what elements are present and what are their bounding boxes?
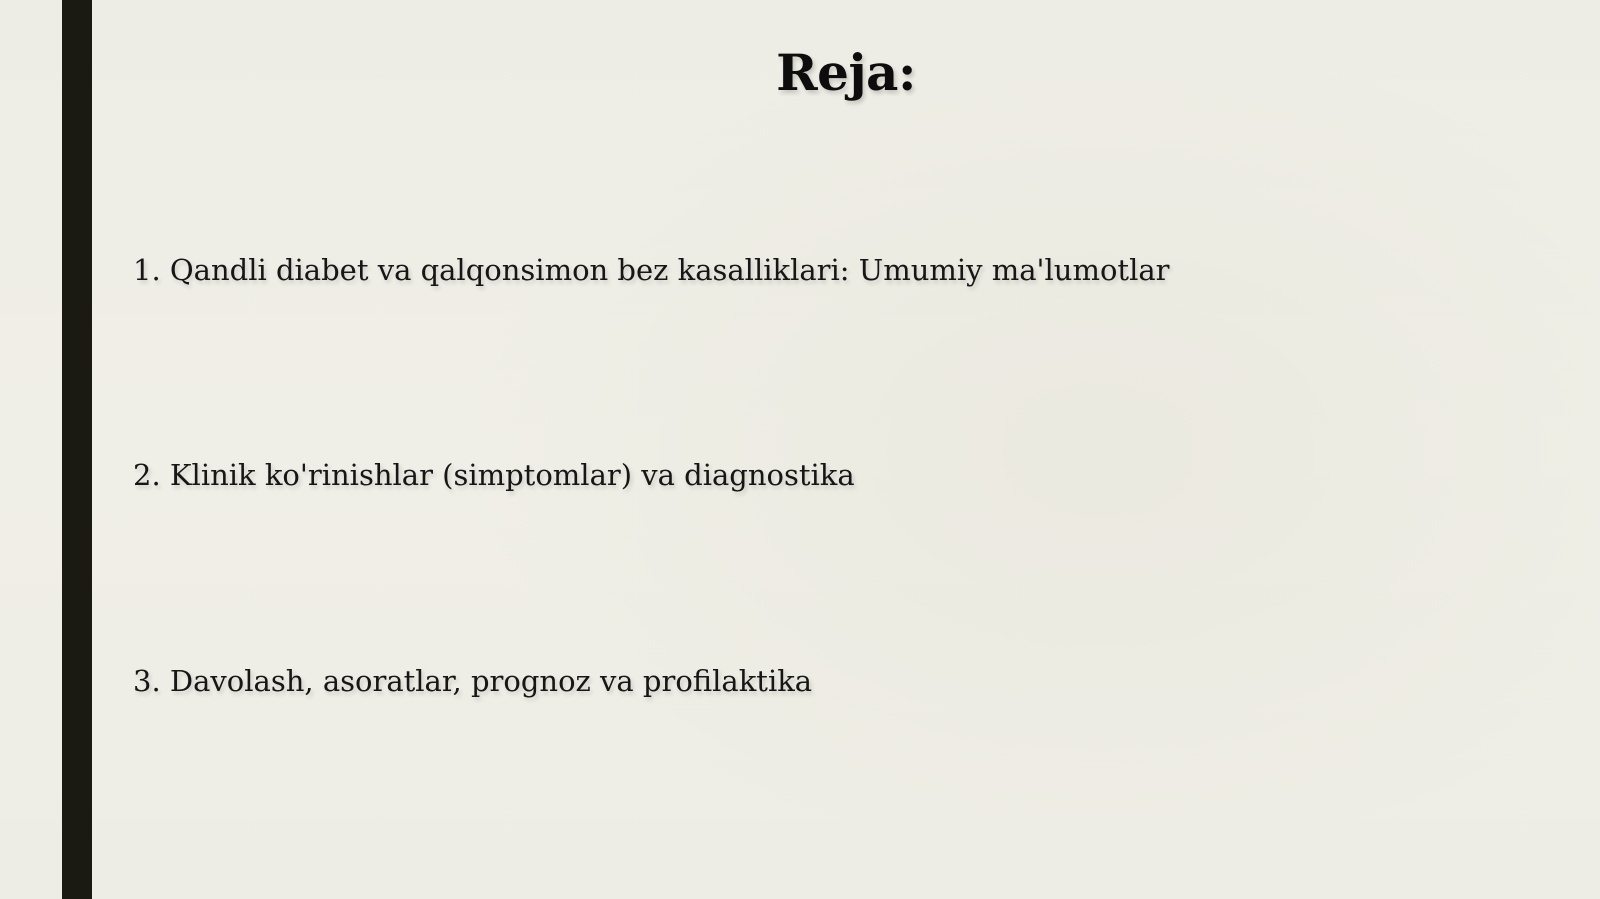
plan-item-2: 2. Klinik ko'rinishlar (simptomlar) va diagnostika [133, 458, 855, 492]
plan-item-3: 3. Davolash, asoratlar, prognoz va profilaktika [133, 664, 813, 698]
slide-title: Reja: [776, 43, 916, 102]
plan-item-1: 1. Qandli diabet va qalqonsimon bez kasalliklari: Umumiy ma'lumotlar [133, 253, 1170, 287]
left-accent-bar [62, 0, 92, 899]
